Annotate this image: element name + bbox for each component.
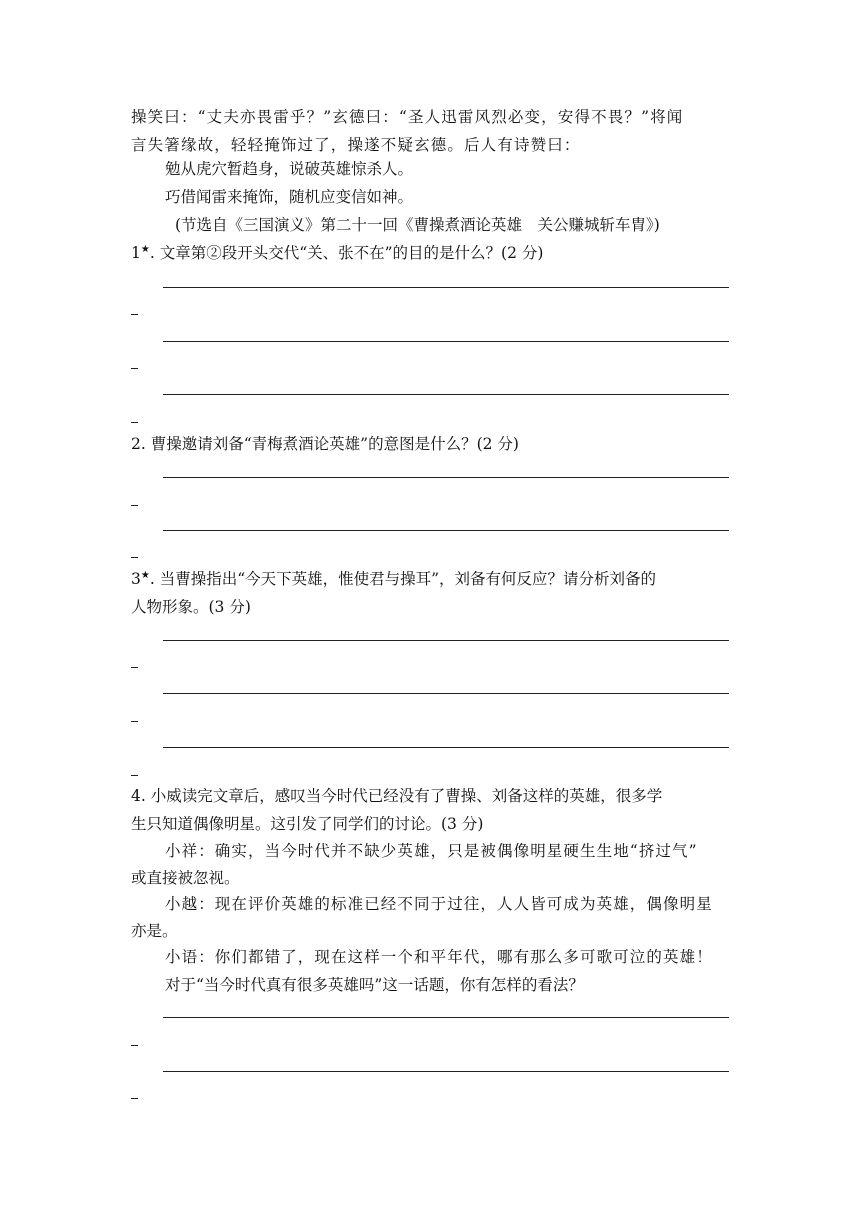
answer-line-stub [131,368,138,369]
answer-line[interactable] [163,341,729,342]
question-text: . 小威读完文章后，感叹当今时代已经没有了曹操、刘备这样的英雄，很多学 [140,787,663,805]
passage-line: 言失箸缘故，轻轻掩饰过了，操遂不疑玄德。后人有诗赞曰： [131,136,581,154]
answer-line[interactable] [163,747,729,748]
question-3 [131,569,656,589]
answer-line-stub [131,505,138,506]
question-1 [131,243,543,263]
answer-line-stub [131,667,138,668]
star-icon: ★ [140,243,150,255]
answer-line[interactable] [163,693,729,694]
question-number: 3 [131,570,141,588]
answer-line[interactable] [163,287,729,288]
question-2 [131,434,519,454]
dialogue-xiaoyue-continued: 亦是。 [131,922,178,940]
question-number: 1 [131,244,141,262]
question-text: . 当曹操指出“今天下英雄，惟使君与操耳”，刘备有何反应？请分析刘备的 [149,570,657,588]
answer-line-stub [131,314,138,315]
question-3-continued: 人物形象。(3 分) [131,598,251,616]
question-4-continued: 生只知道偶像明星。这引发了同学们的讨论。(3 分) [131,815,484,833]
passage-source: (节选自《三国演义》第二十一回《曹操煮酒论英雄 关公赚城斩车胄》) [175,216,660,234]
dialogue-xiaoyu: 小语：你们都错了，现在这样一个和平年代，哪有那么多可歌可泣的英雄！ [165,948,713,966]
answer-line[interactable] [163,1071,729,1072]
poem-line: 巧借闻雷来掩饰，随机应变信如神。 [165,188,414,206]
dialogue-xiaoyang-continued: 或直接被忽视。 [131,869,240,887]
answer-line-stub [131,422,138,423]
answer-line-stub [131,557,138,558]
dialogue-xiaoyang: 小祥：确实，当今时代并不缺少英雄，只是被偶像明星硬生生地“挤过气” [165,842,698,860]
question-text: . 文章第②段开头交代“关、张不在”的目的是什么？(2 分) [149,244,544,262]
answer-line[interactable] [163,394,729,395]
answer-line[interactable] [163,477,729,478]
answer-line-stub [131,775,138,776]
question-prompt: 对于“当今时代真有很多英雄吗”这一话题，你有怎样的看法？ [165,976,584,994]
poem-line: 勉从虎穴暂趋身，说破英雄惊杀人。 [165,160,414,178]
question-4 [131,786,662,806]
passage-line: 操笑曰：“丈夫亦畏雷乎？”玄德曰：“圣人迅雷风烈必变，安得不畏？”将闻 [131,108,684,126]
star-icon: ★ [140,569,150,581]
answer-line-stub [131,721,138,722]
answer-line-stub [131,1045,138,1046]
question-number: 2 [131,435,141,453]
answer-line-stub [131,1098,138,1099]
answer-line[interactable] [163,530,729,531]
dialogue-xiaoyue: 小越：现在评价英雄的标准已经不同于过往，人人皆可成为英雄，偶像明星 [165,895,713,913]
question-text: . 曹操邀请刘备“青梅煮酒论英雄”的意图是什么？(2 分) [140,435,519,453]
answer-line[interactable] [163,640,729,641]
question-number: 4 [131,787,141,805]
answer-line[interactable] [163,1017,729,1018]
